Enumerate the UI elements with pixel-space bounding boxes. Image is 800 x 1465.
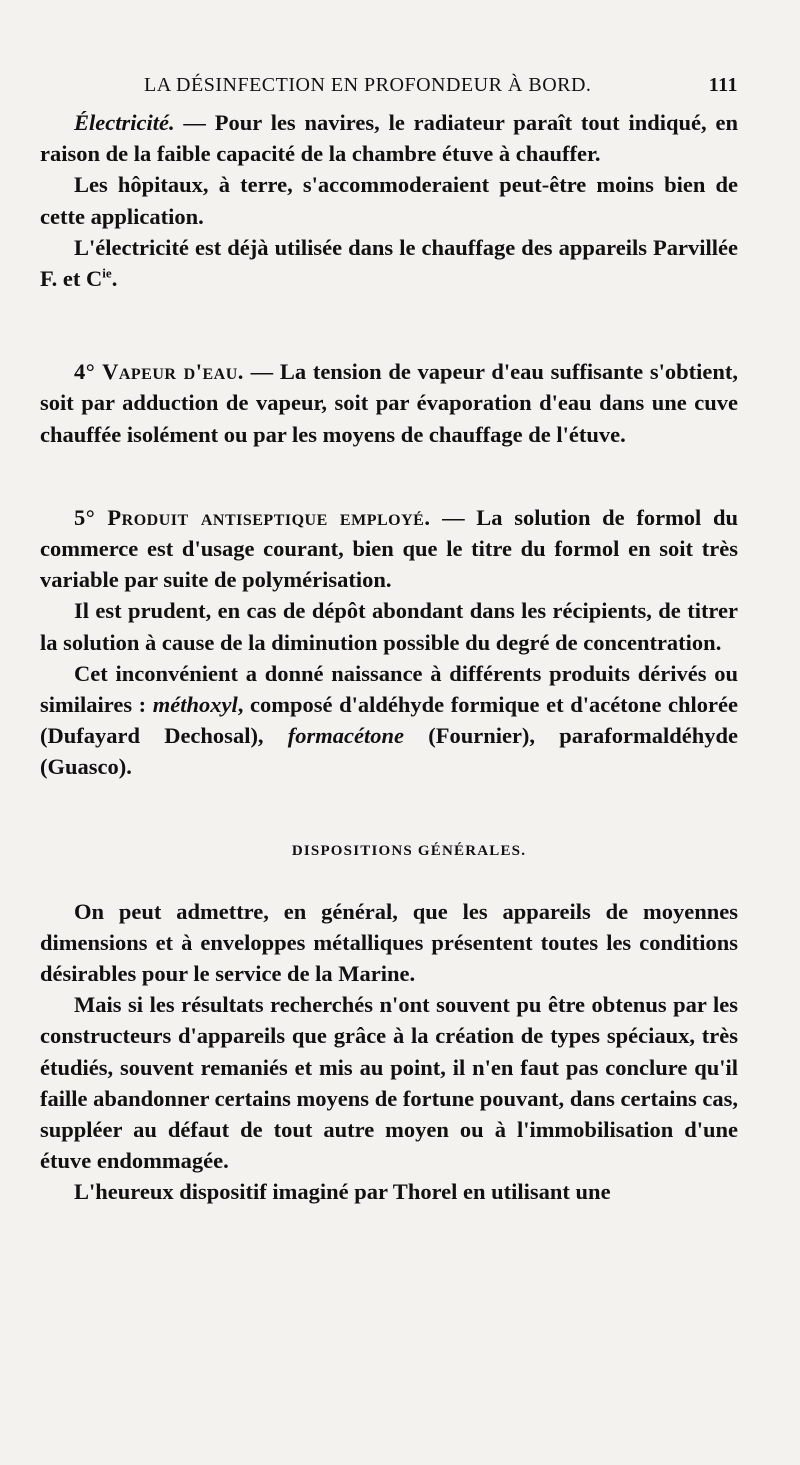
page-number: 111	[708, 74, 738, 96]
paragraph-hopitaux: Les hôpitaux, à terre, s'accommoderaient peut-être moins bien de cette application.	[40, 172, 738, 229]
header-title: LA DÉSINFECTION EN PROFONDEUR À BORD.	[144, 74, 592, 96]
paragraph-electricite	[40, 107, 738, 169]
paragraph-text: — Pour les navires, le radiateur paraît tout indiqué, en raison de la faible capacité de la chambre étuve à chauffer.	[40, 110, 738, 167]
running-header	[144, 74, 738, 97]
paragraph-text: Cet inconvénient a donné naissance à différents produits dérivés ou similaires :	[40, 660, 738, 718]
paragraph-end: .	[111, 266, 118, 292]
paragraph-inconvenient	[40, 658, 738, 783]
paragraph-label: 4° Vapeur d'eau.	[74, 359, 244, 385]
paragraph-text: , composé d'aldéhyde formique et d'acétone chlorée (Dufayard Dechosal),	[40, 692, 738, 749]
superscript: ie	[102, 265, 112, 281]
paragraph-text: — La solution de formol du commerce est d'usage courant, bien que le titre du formol en soit très variable par suite de polymérisation.	[40, 504, 738, 593]
italic-term: formacétone	[287, 723, 404, 749]
paragraph-prudent: Il est prudent, en cas de dépôt abondant dans les récipients, de titrer la solution à cause de la diminution possible du degré de concentration.	[40, 598, 738, 655]
paragraph-produit	[40, 502, 738, 596]
paragraph-parvillee	[40, 232, 738, 294]
paragraph-text: (Fournier), paraformaldéhyde (Guasco).	[40, 723, 738, 780]
paragraph-resultats: Mais si les résultats recherchés n'ont souvent pu être obtenus par les constructeurs d'appareils que grâce à la création de types spéciaux, très étudiés, souvent remaniés et mis au point, il n'en faut pas conclure qu'il faille abandonner certains moyens de fortune pouvant, dans certains cas, suppléer au défaut de tout autre moyen ou à l'immobilisation d'une étuve endommagée.	[40, 992, 738, 1174]
paragraph-text: — La tension de vapeur d'eau suffisante s'obtient, soit par adduction de vapeur, soit par évaporation d'eau dans une cuve chauffée isolément ou par les moyens de chauffage de l'étuve.	[40, 359, 738, 447]
paragraph-vapeur	[40, 356, 738, 450]
section-heading: DISPOSITIONS GÉNÉRALES.	[291, 842, 527, 859]
italic-term: méthoxyl	[152, 692, 238, 718]
paragraph-label: Électricité.	[74, 110, 175, 135]
paragraph-text: L'électricité est déjà utilisée dans le chauffage des appareils Parvillée F. et C	[40, 234, 738, 292]
paragraph-thorel: L'heureux dispositif imaginé par Thorel en utilisant une	[74, 1179, 611, 1205]
paragraph-label: 5° Produit antiseptique employé.	[74, 504, 431, 530]
paragraph-admettre: On peut admettre, en général, que les appareils de moyennes dimensions et à enveloppes métalliques présentent toutes les conditions désirables pour le service de la Marine.	[40, 898, 738, 987]
